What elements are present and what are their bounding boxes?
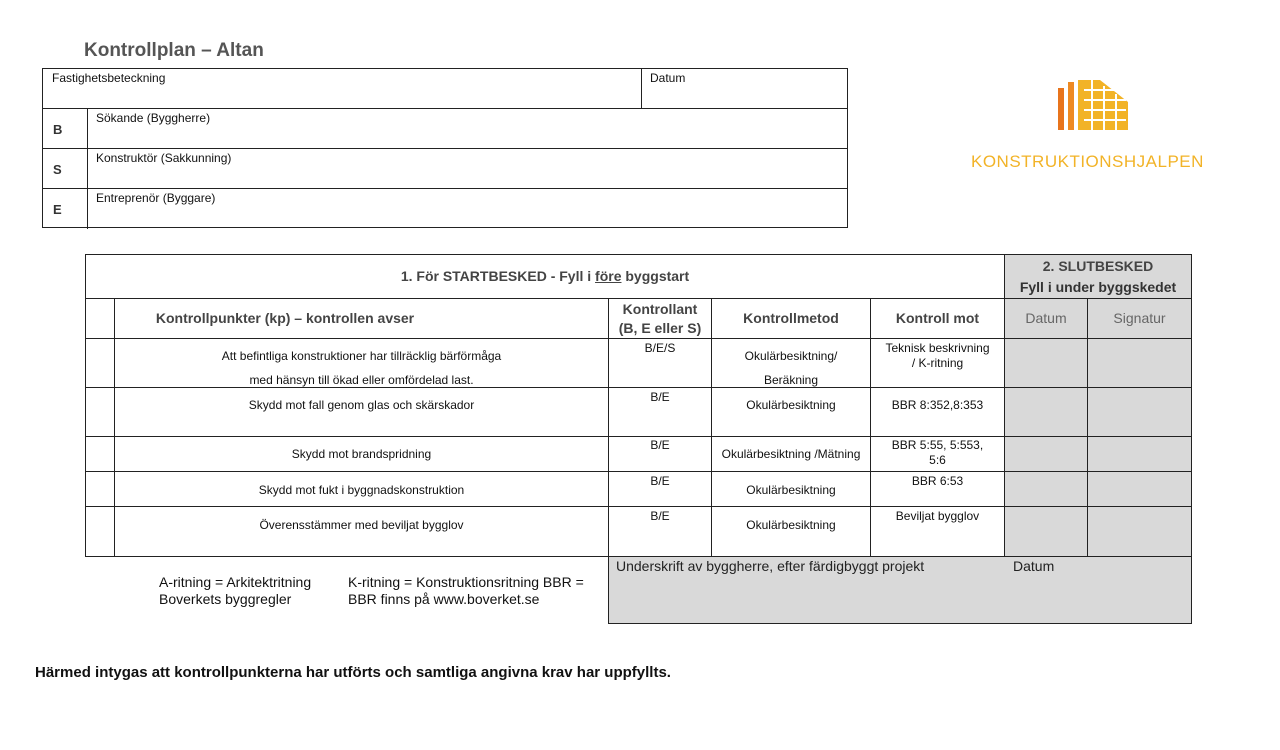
applicant-field[interactable]: Sökande (Byggherre)	[96, 111, 211, 125]
row-1-mot-line2: / K-ritning	[911, 356, 964, 370]
row-3-datum-field[interactable]	[1005, 437, 1087, 471]
divider	[43, 188, 847, 189]
column-header-kontrollant-sub: (B, E eller S)	[618, 320, 702, 336]
legend-k-ritning: K-ritning = Konstruktionsritning BBR =	[348, 574, 584, 590]
row-3-kontrollant: B/E	[650, 438, 670, 452]
row-2-datum-field[interactable]	[1005, 388, 1087, 436]
row-3-metod: Okulärbesiktning /Mätning	[721, 447, 861, 461]
project-info-table	[42, 68, 848, 228]
row-1-kp-line1: Att befintliga konstruktioner har tillräcklig bärförmåga	[221, 349, 502, 363]
legend-bbr-link[interactable]: BBR finns på www.boverket.se	[348, 591, 540, 607]
row-5-kp: Överensstämmer med beviljat bygglov	[259, 518, 464, 532]
row-1-metod-line1: Okulärbesiktning/	[744, 349, 838, 363]
row-1-kontrollant: B/E/S	[644, 341, 676, 355]
role-letter-s: S	[53, 162, 62, 177]
divider	[641, 69, 642, 109]
row-2-mot: BBR 8:352,8:353	[891, 398, 984, 412]
startbesked-header-suffix: byggstart	[621, 268, 690, 284]
divider	[85, 254, 1192, 255]
row-5-signatur-field[interactable]	[1088, 507, 1191, 556]
building-logo-icon	[1056, 78, 1130, 132]
row-2-signatur-field[interactable]	[1088, 388, 1191, 436]
row-3-kp: Skydd mot brandspridning	[291, 447, 432, 461]
property-designation-field[interactable]: Fastighetsbeteckning	[52, 71, 166, 85]
column-header-metod: Kontrollmetod	[743, 310, 839, 326]
divider	[1191, 254, 1192, 624]
divider	[43, 108, 847, 109]
row-1-datum-field[interactable]	[1005, 339, 1087, 387]
divider	[85, 298, 1192, 299]
column-header-signatur: Signatur	[1113, 310, 1166, 326]
startbesked-header	[86, 268, 1004, 284]
row-2-kp: Skydd mot fall genom glas och skärskador	[248, 398, 475, 412]
row-4-kp: Skydd mot fukt i byggnadskonstruktion	[258, 483, 465, 497]
row-1-metod-line2: Beräkning	[763, 373, 819, 387]
row-3-mot-line2: 5:6	[929, 453, 946, 467]
signature-label[interactable]: Underskrift av byggherre, efter färdigbyggt projekt	[616, 558, 925, 574]
legend-boverket: Boverkets byggregler	[159, 591, 292, 607]
row-5-kontrollant: B/E	[650, 509, 670, 523]
column-header-mot: Kontroll mot	[895, 310, 980, 326]
row-2-metod: Okulärbesiktning	[746, 398, 836, 412]
legend-a-ritning: A-ritning = Arkitektritning	[159, 574, 312, 590]
row-4-signatur-field[interactable]	[1088, 472, 1191, 506]
column-header-kp: Kontrollpunkter (kp) – kontrollen avser	[155, 310, 415, 326]
divider	[85, 254, 86, 556]
row-5-datum-field[interactable]	[1005, 507, 1087, 556]
divider	[43, 148, 847, 149]
row-5-mot: Beviljat bygglov	[895, 509, 980, 523]
slutbesked-header-title: 2. SLUTBESKED	[1042, 258, 1154, 274]
divider	[608, 623, 1192, 624]
role-letter-b: B	[53, 122, 63, 137]
certification-statement: Härmed intygas att kontrollpunkterna har utförts och samtliga angivna krav har uppfyllts.	[35, 664, 671, 681]
date-field[interactable]: Datum	[650, 71, 686, 85]
column-header-datum: Datum	[1025, 310, 1067, 326]
slutbesked-header-subtitle: Fyll i under byggskedet	[1019, 279, 1177, 295]
column-header-kontrollant: Kontrollant	[622, 301, 698, 317]
page-title: Kontrollplan – Altan	[84, 40, 264, 61]
row-3-signatur-field[interactable]	[1088, 437, 1191, 471]
row-4-mot: BBR 6:53	[911, 474, 964, 488]
row-4-metod: Okulärbesiktning	[746, 483, 836, 497]
row-4-kontrollant: B/E	[650, 474, 670, 488]
structural-engineer-field[interactable]: Konstruktör (Sakkunning)	[96, 151, 232, 165]
row-3-mot-line1: BBR 5:55, 5:553,	[891, 438, 984, 452]
row-5-metod: Okulärbesiktning	[746, 518, 836, 532]
row-1-mot-line1: Teknisk beskrivning	[885, 341, 990, 355]
divider	[87, 109, 88, 229]
row-2-kontrollant: B/E	[650, 390, 670, 404]
role-letter-e: E	[53, 202, 62, 217]
divider	[85, 556, 1192, 557]
row-1-signatur-field[interactable]	[1088, 339, 1191, 387]
row-4-datum-field[interactable]	[1005, 472, 1087, 506]
startbesked-header-prefix: 1. För STARTBESKED - Fyll i	[400, 268, 596, 284]
signature-date-label[interactable]: Datum	[1013, 558, 1055, 574]
startbesked-header-emphasis: före	[595, 268, 622, 284]
contractor-field[interactable]: Entreprenör (Byggare)	[96, 191, 216, 205]
row-1-kp-line2: med hänsyn till ökad eller omfördelad last.	[249, 373, 474, 387]
company-logo-text: KONSTRUKTIONSHJALPEN	[971, 152, 1204, 171]
